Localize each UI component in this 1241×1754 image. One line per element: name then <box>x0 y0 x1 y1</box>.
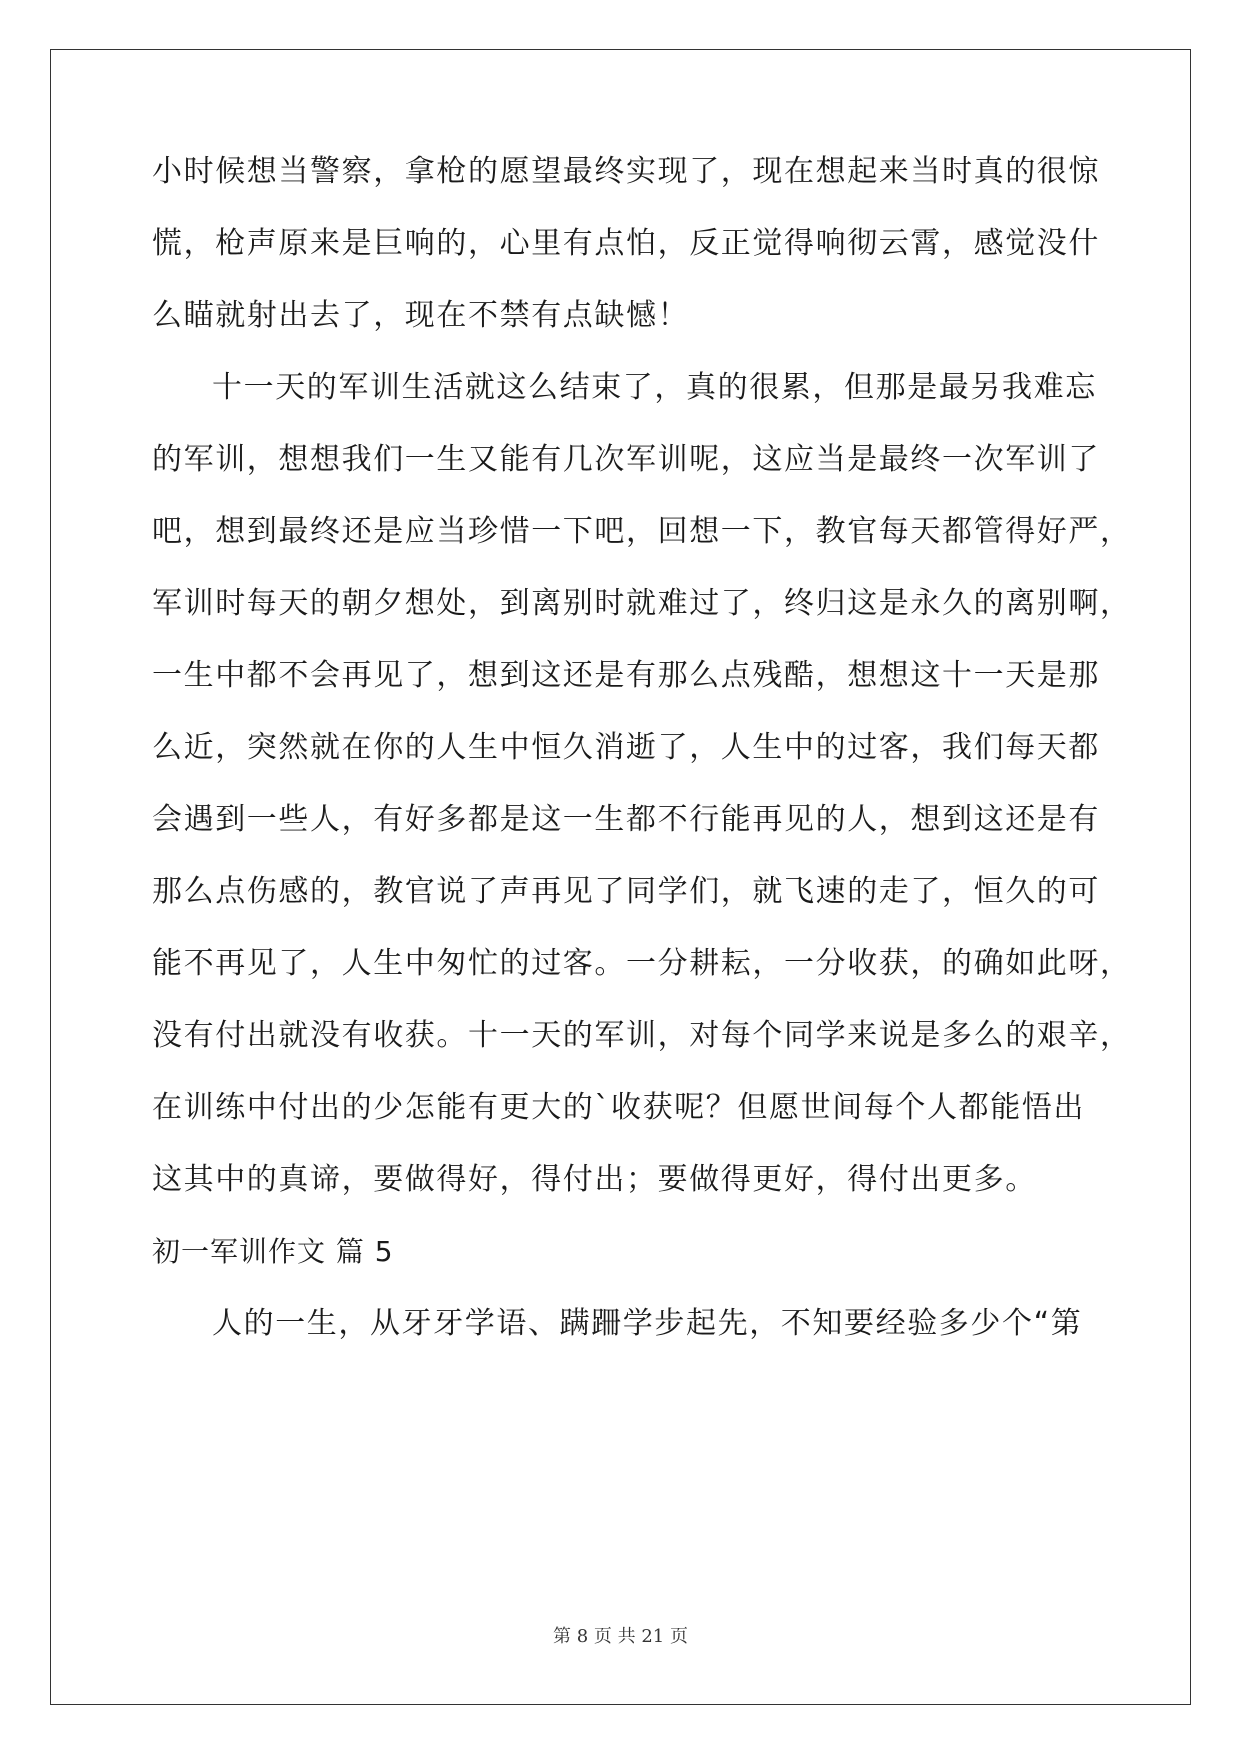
body-line: 军训时每天的朝夕想处，到离别时就难过了，终归这是永久的离别啊， <box>152 586 1132 621</box>
body-line: 那么点伤感的，教官说了声再见了同学们，就飞速的走了，恒久的可 <box>152 874 1100 909</box>
body-line: 的军训，想想我们一生又能有几次军训呢，这应当是最终一次军训了 <box>152 442 1100 477</box>
body-line: 小时候想当警察，拿枪的愿望最终实现了，现在想起来当时真的很惊 <box>152 154 1100 189</box>
page-number-footer: 第 8 页 共 21 页 <box>553 1626 688 1647</box>
body-line: 这其中的真谛，要做得好，得付出；要做得更好，得付出更多。 <box>152 1162 1037 1197</box>
body-line: 人的一生，从牙牙学语、蹒跚学步起先，不知要经验多少个“第 <box>212 1306 1083 1341</box>
body-line: 十一天的军训生活就这么结束了，真的很累，但那是最另我难忘 <box>212 370 1097 405</box>
body-line: 么瞄就射出去了，现在不禁有点缺憾！ <box>152 298 690 333</box>
body-line: 在训练中付出的少怎能有更大的`收获呢？但愿世间每个人都能悟出 <box>152 1090 1085 1125</box>
body-line: 么近，突然就在你的人生中恒久消逝了，人生中的过客，我们每天都 <box>152 730 1100 765</box>
body-line: 吧，想到最终还是应当珍惜一下吧，回想一下，教官每天都管得好严， <box>152 514 1132 549</box>
body-line: 慌，枪声原来是巨响的，心里有点怕，反正觉得响彻云霄，感觉没什 <box>152 226 1100 261</box>
section-heading: 初一军训作文 篇 5 <box>152 1235 394 1268</box>
body-line: 一生中都不会再见了，想到这还是有那么点残酷，想想这十一天是那 <box>152 658 1100 693</box>
body-line: 没有付出就没有收获。十一天的军训，对每个同学来说是多么的艰辛， <box>152 1018 1132 1053</box>
body-line: 会遇到一些人，有好多都是这一生都不行能再见的人，想到这还是有 <box>152 802 1100 837</box>
body-line: 能不再见了，人生中匆忙的过客。一分耕耘，一分收获，的确如此呀， <box>152 946 1132 981</box>
